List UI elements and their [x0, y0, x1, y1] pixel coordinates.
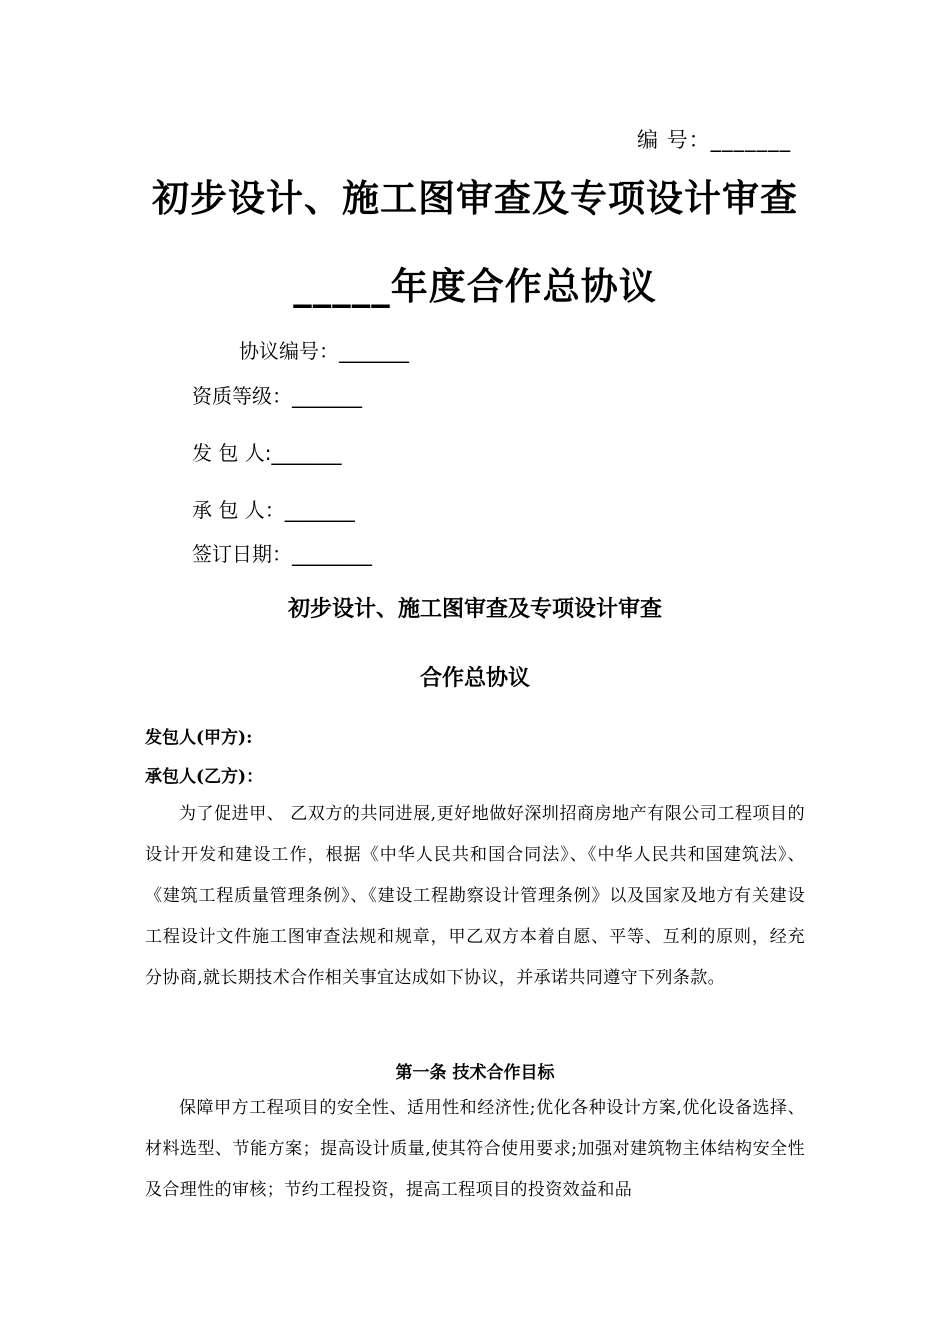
article-1-heading: 第一条 技术合作目标: [395, 1063, 555, 1083]
serial-number: 编 号：_______: [637, 128, 792, 152]
qualification-level-field: 资质等级：_______: [192, 384, 362, 408]
article-1-text: 保障甲方工程项目的安全性、适用性和经济性;优化各种设计方案,优化设备选择、材料选型、节能方案；提高设计质量,使其符合使用要求;加强对建筑物主体结构安全性及合理性的审核；节约工程投资，提高工程项目的投资效益和品: [145, 1098, 805, 1200]
party-b-label: 承包人(乙方)：: [145, 767, 264, 787]
document-title-line2: _____年度合作总协议: [293, 265, 657, 308]
section-title-line1: 初步设计、施工图审查及专项设计审查: [287, 597, 662, 622]
contractor-field: 承 包 人：_______: [192, 498, 355, 522]
sign-date-field: 签订日期：________: [192, 542, 372, 566]
party-a-label: 发包人(甲方):: [145, 728, 253, 748]
section-title-line2: 合作总协议: [419, 666, 530, 691]
agreement-number-field: 协议编号：_______: [239, 339, 409, 363]
document-title-line1: 初步设计、施工图审查及专项设计审查: [152, 177, 798, 220]
employer-field: 发 包 人:_______: [192, 441, 342, 465]
intro-paragraph: 为了促进甲、 乙双方的共同进展,更好地做好深圳招商房地产有限公司工程项目的设计开发和建设工作，根据《中华人民共和国合同法》、《中华人民共和国建筑法》、《建筑工程质量管理条例》、《建设工程勘察设计管理条例》以及国家及地方有关建设工程设计文件施工图审查法规和规章，甲乙双方本着自愿、平等、互利的原则，经充分协商,就长期技术合作相关事宜达成如下协议，并承诺共同遵守下列条款。: [145, 804, 805, 988]
